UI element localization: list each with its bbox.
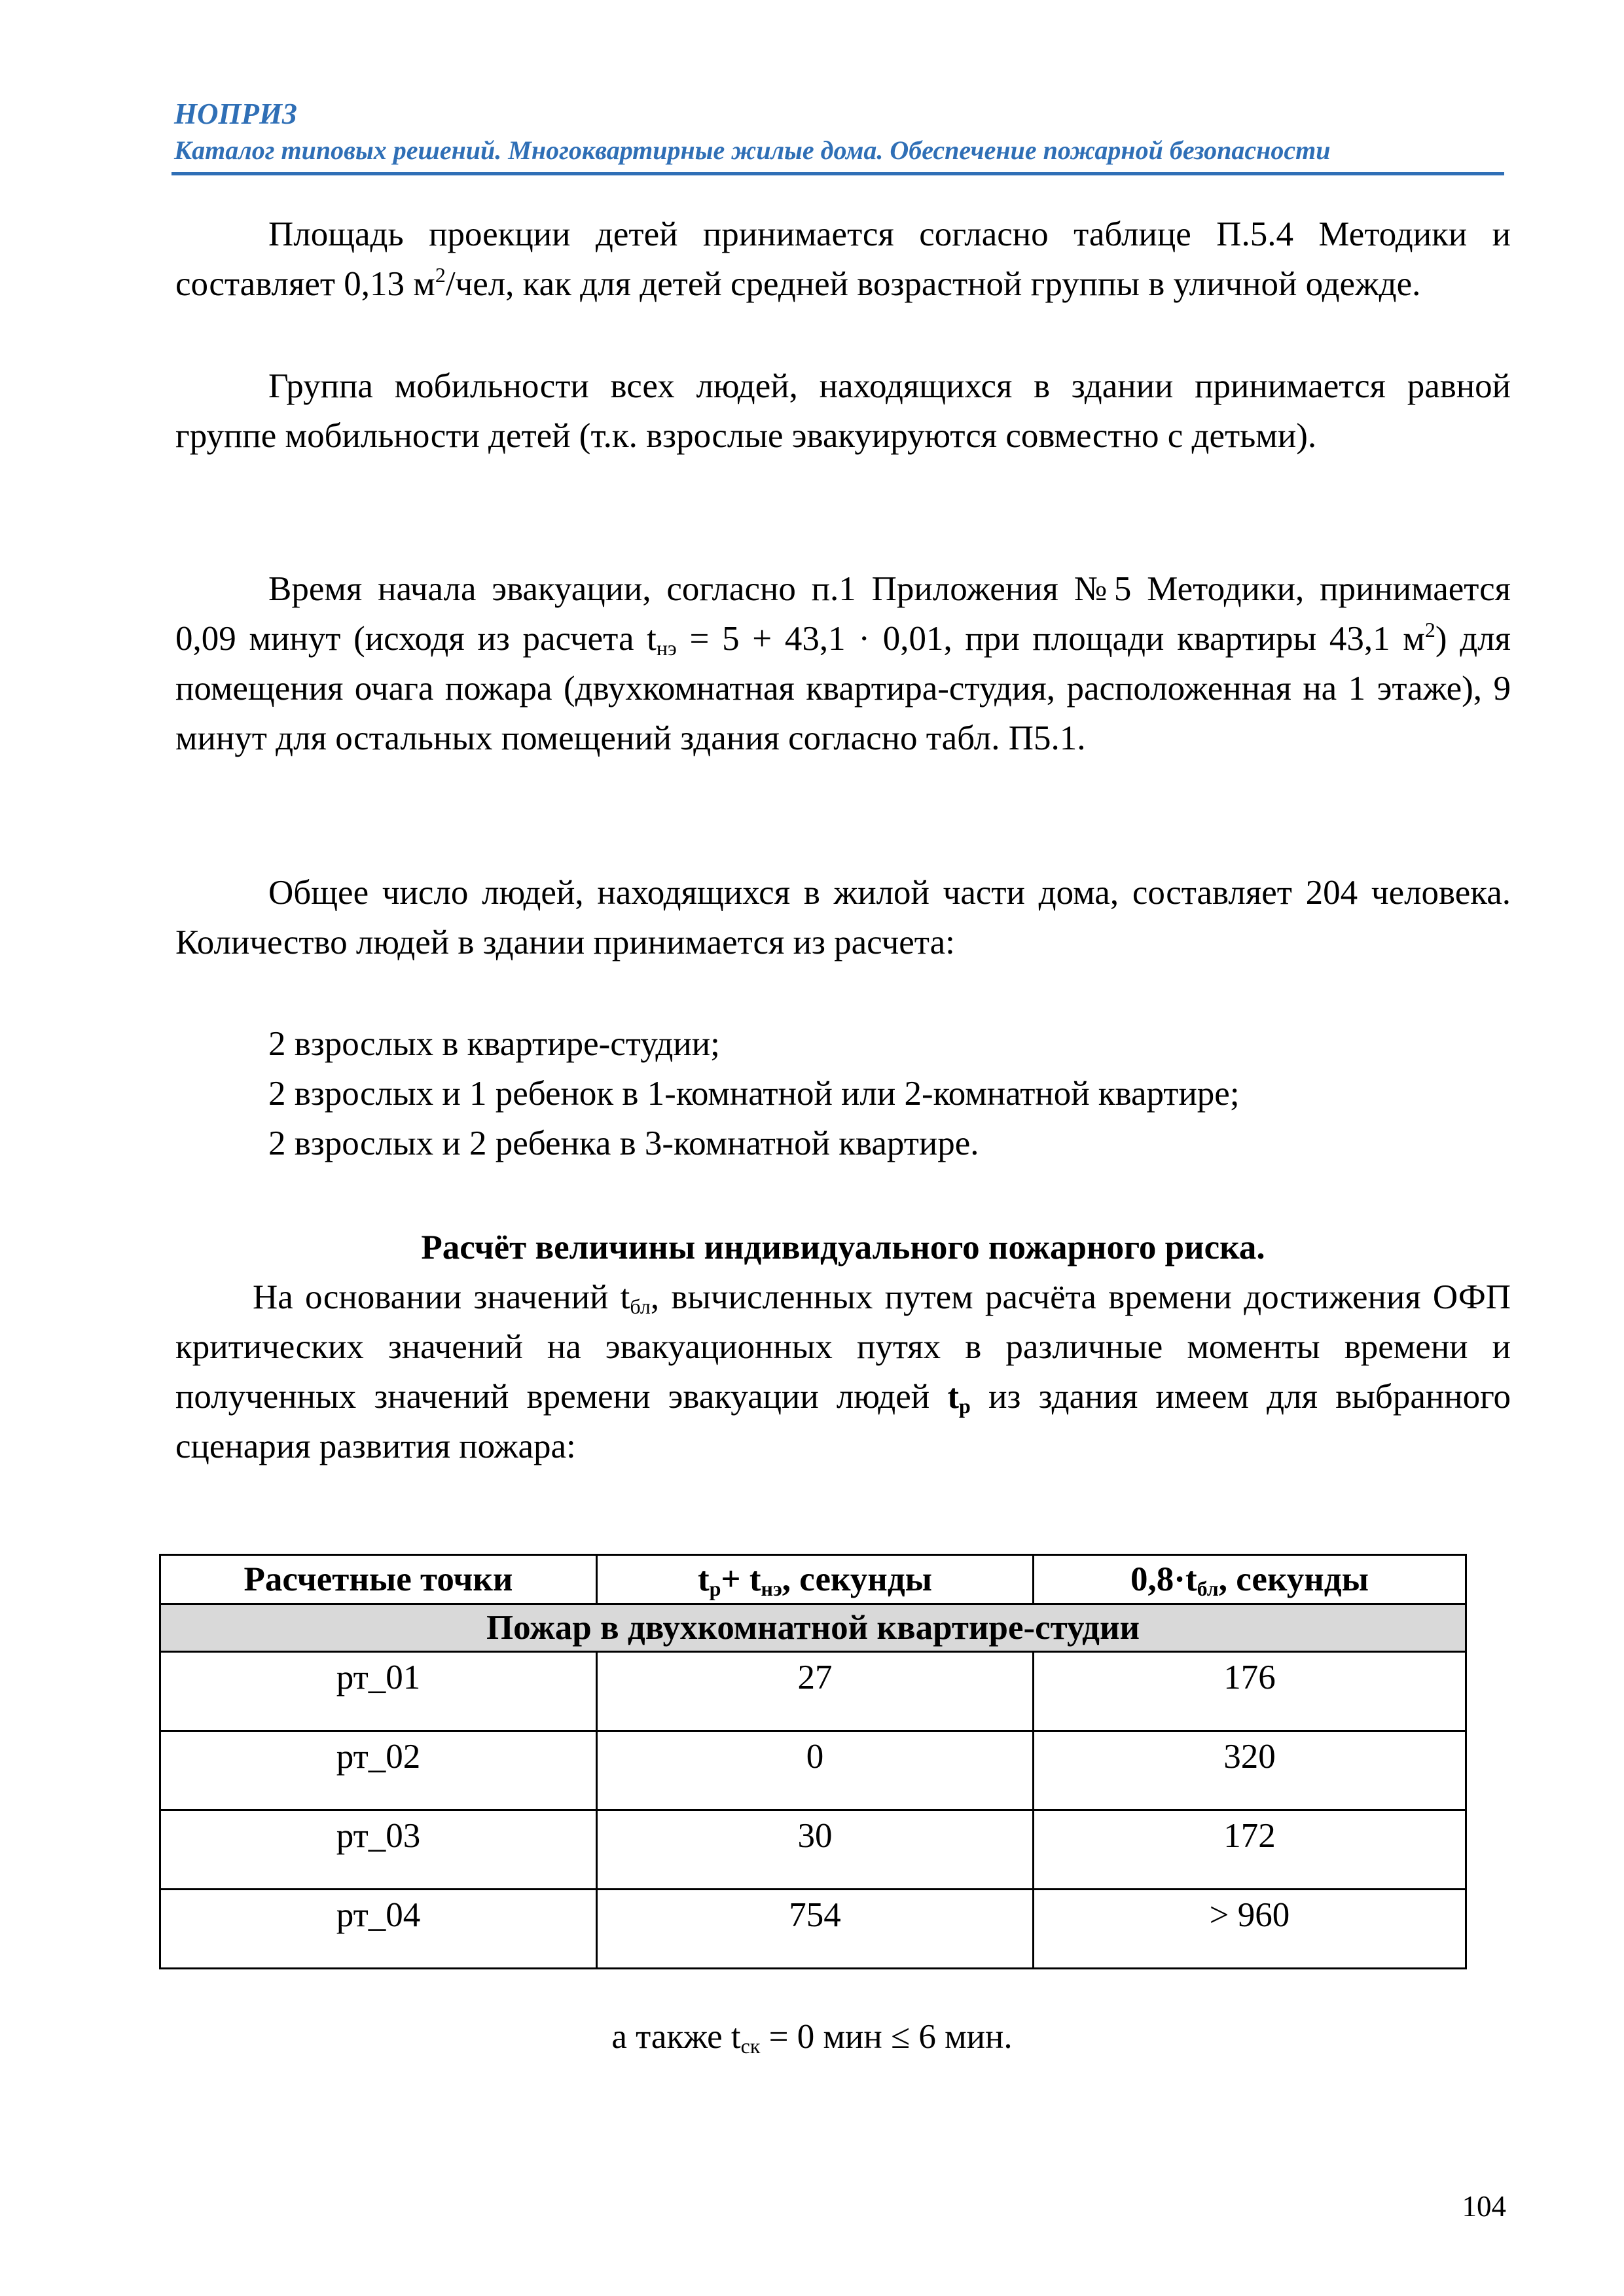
paragraph-projection-area: Площадь проекции детей принимается согласно таблице П.5.4 Методики и составляет 0,13 $м^2$/чел, как для детей средней возрастной группы в уличной одежде. — [175, 215, 1511, 303]
col-header-points: Расчетные точки — [160, 1555, 597, 1604]
cell-tbl: 176 — [1034, 1652, 1466, 1731]
table-row — [160, 1810, 1466, 1890]
section-heading: Расчёт величины индивидуального пожарного риска. — [421, 1229, 1265, 1266]
list-item: 2 взрослых и 2 ребенка в 3-комнатной квартире. — [268, 1124, 979, 1162]
cell-tp: 754 — [597, 1890, 1034, 1969]
paragraph-risk-basis: На основании значений $t_{бл}$, вычисленных путем расчёта времени достижения ОФП критических значений на эвакуационных путях в различные моменты времени и полученных значений времени эвакуации людей $t_р$ из здания имеем для выбранного сценария развития пожара: — [175, 1278, 1511, 1465]
cell-point: рт_03 — [160, 1810, 597, 1890]
paragraph-evacuation-start: Время начала эвакуации, согласно п.1 Приложения №5 Методики, принимается 0,09 минут (исходя из расчета $t_{нэ} = 5 + 43,1 \cdot 0,01$, при площади квартиры 43,1 $м^2$) для помещения очага пожара (двухкомнатная квартира-студия, расположенная на 1 этаже), 9 минут для остальных помещений здания согласно табл. П5.1. — [175, 570, 1511, 757]
results-table — [159, 1554, 1467, 1969]
cell-tp: 27 — [597, 1652, 1034, 1731]
page-number: 104 — [1462, 2190, 1506, 2223]
cell-point: рт_02 — [160, 1731, 597, 1810]
cell-tbl: 320 — [1034, 1731, 1466, 1810]
table-section-row — [160, 1604, 1466, 1652]
header-org: НОПРИЗ — [174, 98, 297, 130]
paragraph-people-count: Общее число людей, находящихся в жилой части дома, составляет 204 человека. Количество людей в здании принимается из расчета: — [175, 874, 1511, 961]
cell-point: рт_04 — [160, 1890, 597, 1969]
table-row — [160, 1731, 1466, 1810]
cell-tp: 0 — [597, 1731, 1034, 1810]
paragraph-mobility-group: Группа мобильности всех людей, находящихся в здании принимается равной группе мобильности детей (т.к. взрослые эвакуируются совместно с детьми). — [175, 367, 1511, 455]
cell-point: рт_01 — [160, 1652, 597, 1731]
cell-tbl: > 960 — [1034, 1890, 1466, 1969]
list-item: 2 взрослых и 1 ребенок в 1-комнатной или 2-комнатной квартире; — [268, 1075, 1240, 1113]
cell-tbl: 172 — [1034, 1810, 1466, 1890]
col-header-tbl: $0,8\cdot t_{бл}$, секунды — [1034, 1555, 1466, 1604]
header-rule — [171, 172, 1504, 175]
section-label: Пожар в двухкомнатной квартире-студии — [160, 1604, 1466, 1652]
table-row — [160, 1652, 1466, 1731]
list-item: 2 взрослых в квартире-студии; — [268, 1025, 720, 1063]
occupancy-list — [175, 1019, 1511, 1168]
table-header-row — [160, 1555, 1466, 1604]
conclusion-line: а также $t_{ск} = 0$ мин ≤ 6 мин. — [611, 2018, 1013, 2058]
table-row — [160, 1890, 1466, 1969]
header-title: Каталог типовых решений. Многоквартирные жилые дома. Обеспечение пожарной безопасности — [174, 135, 1331, 165]
col-header-tp: $t_р+ t_{нэ}$, секунды — [597, 1555, 1034, 1604]
cell-tp: 30 — [597, 1810, 1034, 1890]
